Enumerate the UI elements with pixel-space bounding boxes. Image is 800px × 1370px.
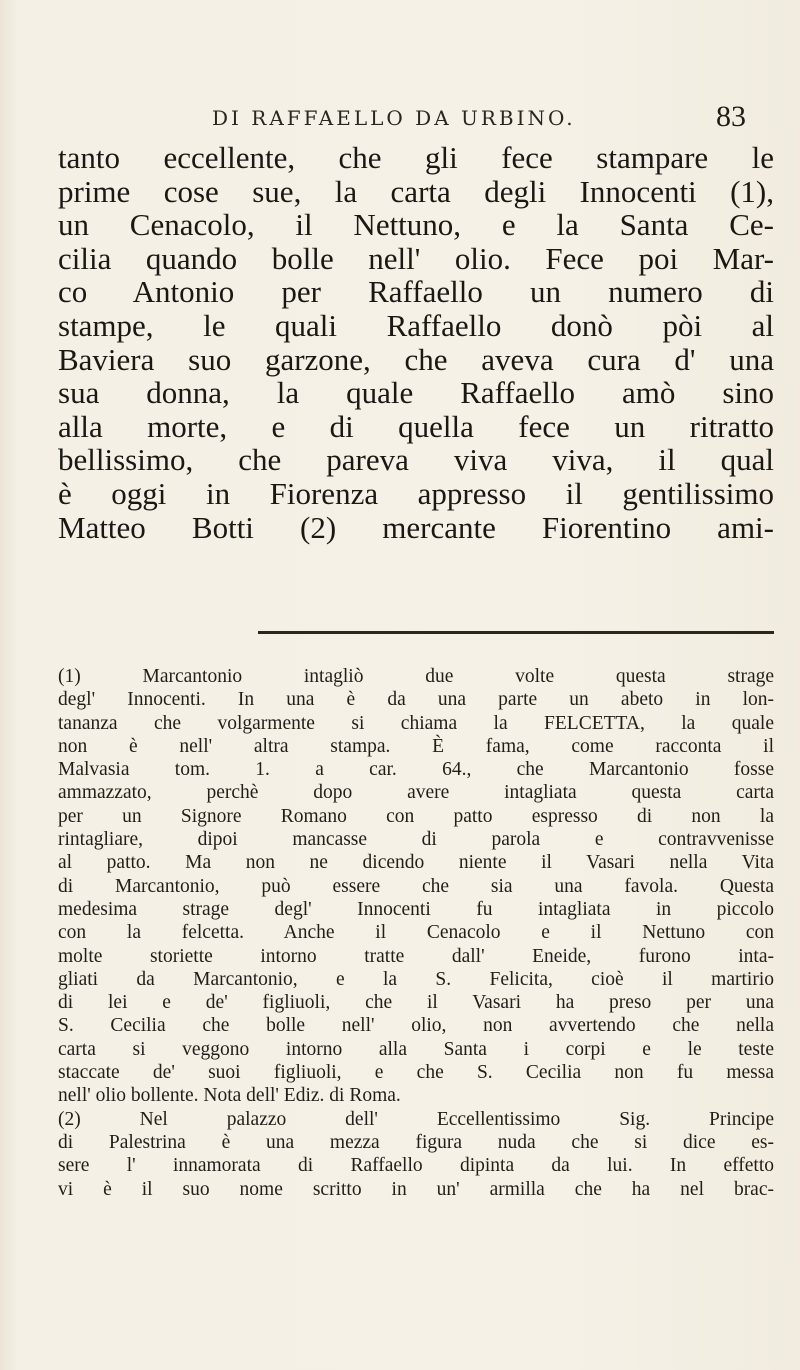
footnote-line: sere l' innamorata di Raffaello dipinta da lui. In effetto [58,1155,774,1177]
footnote-line: medesima strage degl' Innocenti fu intagliata in piccolo [58,898,774,920]
main-text-line: cilia quando bolle nell' olio. Fece poi Mar- [58,240,774,276]
main-text-line: è oggi in Fiorenza appresso il gentilissimo [58,475,774,511]
main-text-line: Baviera suo garzone, che aveva cura d' una [58,341,774,377]
footnote-line: (1) Marcantonio intagliò due volte questa strage [58,666,774,687]
footnote-line: al patto. Ma non ne dicendo niente il Vasari nella Vita [58,852,774,874]
footnote-line: gliati da Marcantonio, e la S. Felicita, cioè il martirio [58,968,774,990]
footnote-line: con la felcetta. Anche il Cenacolo e il Nettuno con [58,922,774,944]
footnote-line: di lei e de' figliuoli, che il Vasari ha preso per una [58,992,774,1014]
main-text-line: prime cose sue, la carta degli Innocenti (1), [58,173,774,209]
footnote-separator-rule [258,631,774,634]
footnote-line: non è nell' altra stampa. È fama, come racconta il [58,735,774,757]
footnote-line: Malvasia tom. 1. a car. 64., che Marcantonio fosse [58,759,774,781]
footnote-line: di Palestrina è una mezza figura nuda che si dice es- [58,1131,774,1153]
main-text-line: sua donna, la quale Raffaello amò sino [58,375,774,411]
main-text-line: un Cenacolo, il Nettuno, e la Santa Ce- [58,207,774,243]
footnote-line: (2) Nel palazzo dell' Eccellentissimo Sig. Principe [58,1108,774,1130]
footnote-line: carta si veggono intorno alla Santa i corpi e le teste [58,1038,774,1060]
footnote-line: rintagliare, dipoi mancasse di parola e contravvenisse [58,829,774,851]
main-text-line: bellissimo, che pareva viva viva, il qual [58,442,774,478]
page-number: 83 [716,100,746,133]
running-title: DI RAFFAELLO DA URBINO. [212,106,576,130]
footnote-line: staccate de' suoi figliuoli, e che S. Cecilia non fu messa [58,1062,774,1084]
footnote-line: ammazzato, perchè dopo avere intagliata questa carta [58,782,774,804]
main-text-line: tanto eccellente, che gli fece stampare le [58,140,774,175]
main-text-line: alla morte, e di quella fece un ritratto [58,408,774,444]
main-text-line: Matteo Botti (2) mercante Fiorentino ami- [58,509,774,545]
footnote-line: tananza che volgarmente si chiama la FELCETTA, la quale [58,712,774,734]
footnote-line: molte storiette intorno tratte dall' Eneide, furono inta- [58,945,774,967]
footnote-line: di Marcantonio, può essere che sia una favola. Questa [58,875,774,897]
main-text-block [58,141,774,544]
main-text-line: co Antonio per Raffaello un numero di [58,274,774,310]
footnote-line: vi è il suo nome scritto in un' armilla che ha nel brac- [58,1178,774,1200]
footnote-line: degl' Innocenti. In una è da una parte un abeto in lon- [58,689,774,711]
footnote-line: S. Cecilia che bolle nell' olio, non avvertendo che nella [58,1015,774,1037]
footnote-line: per un Signore Romano con patto espresso di non la [58,805,774,827]
main-text-line: stampe, le quali Raffaello donò pòi al [58,307,774,343]
page-header [0,100,800,140]
footnote-line: nell' olio bollente. Nota dell' Ediz. di Roma. [58,1085,401,1107]
footnotes-block [58,665,774,1201]
